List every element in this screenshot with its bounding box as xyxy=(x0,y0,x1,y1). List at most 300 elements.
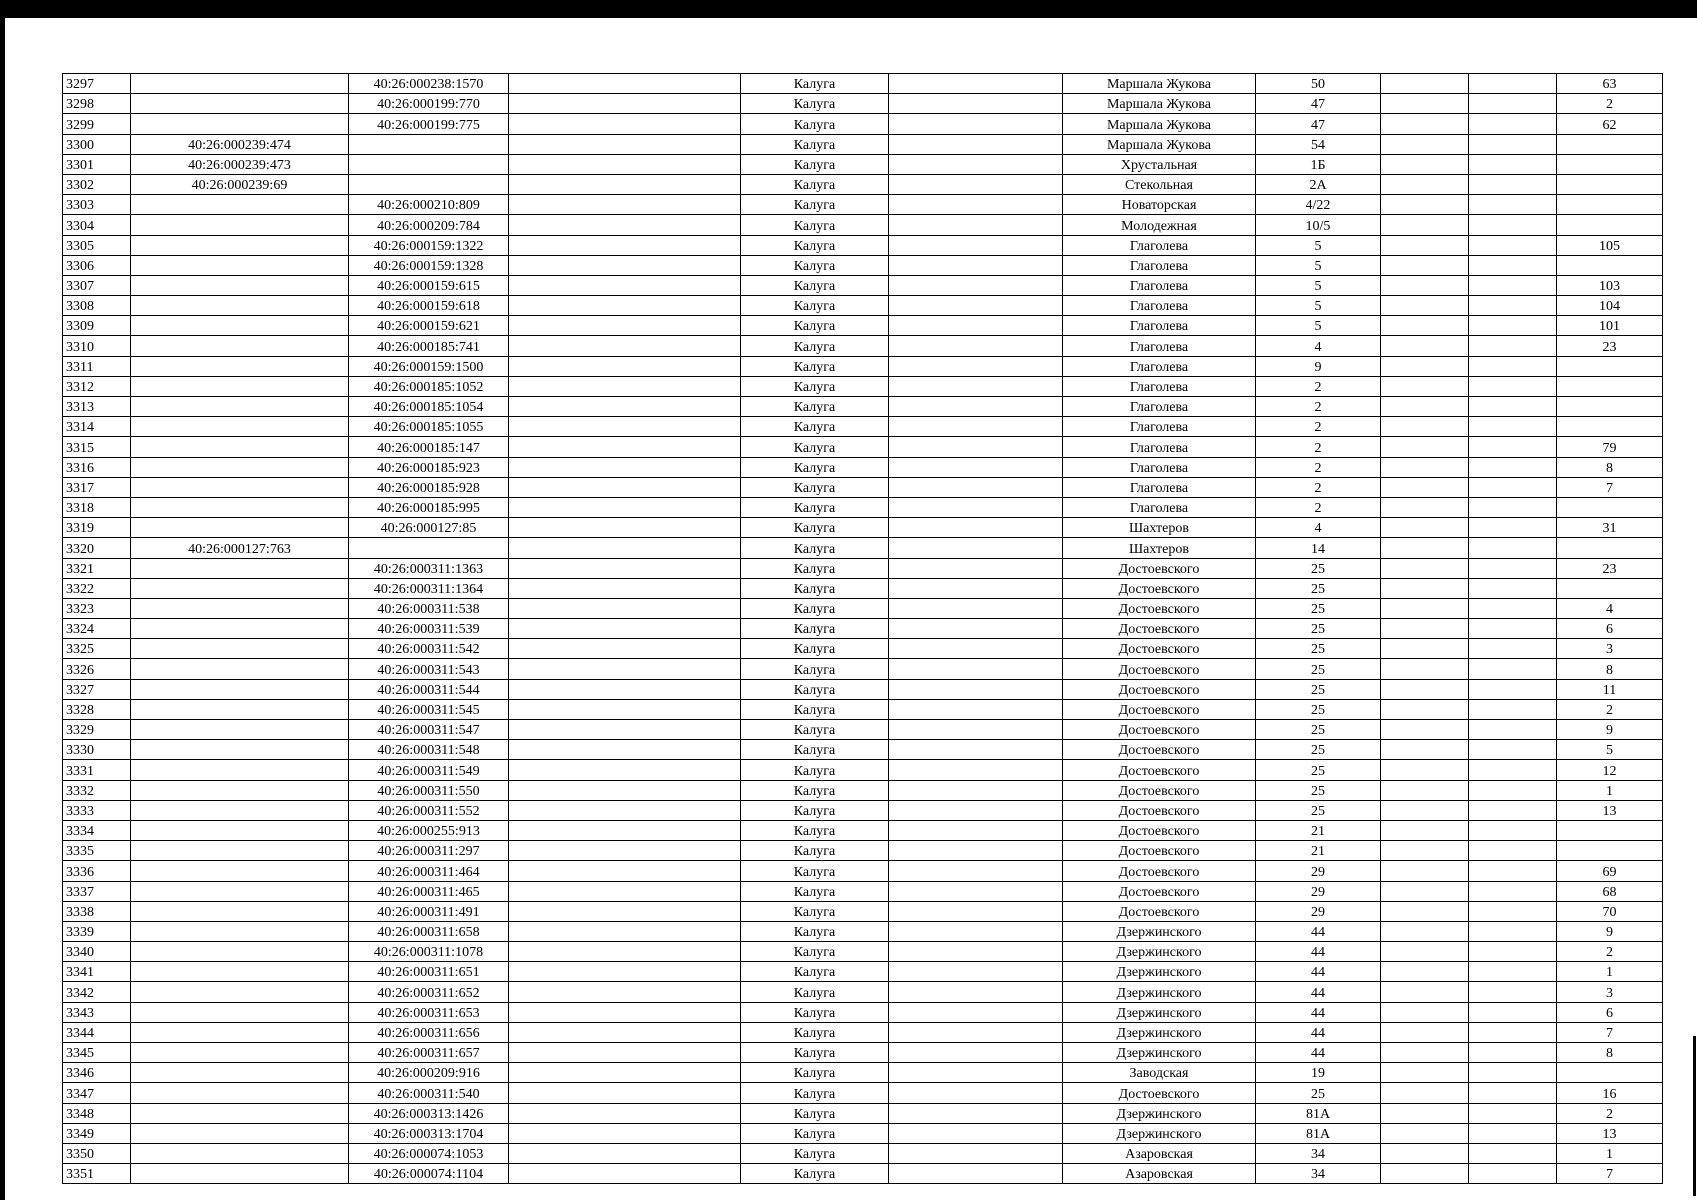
cell-record-number: 3346 xyxy=(63,1063,131,1083)
table-row xyxy=(63,558,1663,578)
cell-cadastral-land xyxy=(131,740,349,760)
cell-empty xyxy=(1469,336,1557,356)
cell-empty xyxy=(889,740,1063,760)
cell-empty xyxy=(1381,275,1469,295)
cell-city: Калуга xyxy=(741,679,889,699)
cell-city: Калуга xyxy=(741,397,889,417)
cell-cadastral-object: 40:26:000127:85 xyxy=(349,518,509,538)
cell-empty xyxy=(509,1022,741,1042)
cell-empty xyxy=(1469,376,1557,396)
cell-empty xyxy=(889,437,1063,457)
cell-city: Калуга xyxy=(741,578,889,598)
cell-empty xyxy=(509,1002,741,1022)
cell-house: 25 xyxy=(1256,720,1381,740)
cell-empty xyxy=(889,1164,1063,1184)
cell-empty xyxy=(1381,316,1469,336)
cell-cadastral-object: 40:26:000185:928 xyxy=(349,477,509,497)
cell-empty xyxy=(1381,861,1469,881)
cell-empty xyxy=(1381,942,1469,962)
cell-street: Дзержинского xyxy=(1063,942,1256,962)
cell-cadastral-object: 40:26:000074:1053 xyxy=(349,1143,509,1163)
cell-record-number: 3302 xyxy=(63,174,131,194)
cell-record-number: 3321 xyxy=(63,558,131,578)
cell-house: 29 xyxy=(1256,901,1381,921)
cell-street: Маршала Жукова xyxy=(1063,134,1256,154)
cell-empty xyxy=(1381,255,1469,275)
table-row xyxy=(63,477,1663,497)
cell-house: 25 xyxy=(1256,619,1381,639)
cell-cadastral-land xyxy=(131,457,349,477)
cell-street: Глаголева xyxy=(1063,417,1256,437)
cell-city: Калуга xyxy=(741,497,889,517)
cell-empty xyxy=(1381,659,1469,679)
cell-empty xyxy=(1381,397,1469,417)
cell-house: 44 xyxy=(1256,982,1381,1002)
cell-apartment xyxy=(1557,356,1663,376)
cell-record-number: 3307 xyxy=(63,275,131,295)
cell-empty xyxy=(1381,538,1469,558)
cell-cadastral-land xyxy=(131,881,349,901)
cell-empty xyxy=(509,94,741,114)
cell-cadastral-land xyxy=(131,477,349,497)
table-row xyxy=(63,720,1663,740)
cell-apartment: 2 xyxy=(1557,942,1663,962)
cell-city: Калуга xyxy=(741,114,889,134)
cell-empty xyxy=(509,74,741,94)
cell-empty xyxy=(889,336,1063,356)
cell-empty xyxy=(1381,235,1469,255)
cell-empty xyxy=(1469,1123,1557,1143)
table-row xyxy=(63,195,1663,215)
table-row xyxy=(63,336,1663,356)
table-row xyxy=(63,397,1663,417)
cell-cadastral-object: 40:26:000311:543 xyxy=(349,659,509,679)
cell-street: Глаголева xyxy=(1063,235,1256,255)
cell-empty xyxy=(509,437,741,457)
cell-empty xyxy=(889,215,1063,235)
cell-empty xyxy=(1381,94,1469,114)
cell-empty xyxy=(1469,901,1557,921)
cell-empty xyxy=(889,296,1063,316)
cell-empty xyxy=(509,316,741,336)
cell-record-number: 3301 xyxy=(63,154,131,174)
table-row xyxy=(63,174,1663,194)
cell-city: Калуга xyxy=(741,881,889,901)
table-row xyxy=(63,679,1663,699)
cell-record-number: 3349 xyxy=(63,1123,131,1143)
cell-empty xyxy=(889,397,1063,417)
cell-apartment: 6 xyxy=(1557,619,1663,639)
cell-street: Глаголева xyxy=(1063,477,1256,497)
table-row xyxy=(63,1022,1663,1042)
cell-house: 5 xyxy=(1256,316,1381,336)
cell-empty xyxy=(1469,215,1557,235)
cell-record-number: 3337 xyxy=(63,881,131,901)
table-row xyxy=(63,1103,1663,1123)
cell-cadastral-land xyxy=(131,800,349,820)
cell-street: Молодежная xyxy=(1063,215,1256,235)
cell-empty xyxy=(1381,639,1469,659)
cell-house: 25 xyxy=(1256,800,1381,820)
cell-house: 44 xyxy=(1256,942,1381,962)
cell-cadastral-land xyxy=(131,94,349,114)
cell-city: Калуга xyxy=(741,619,889,639)
cell-house: 34 xyxy=(1256,1164,1381,1184)
cell-apartment xyxy=(1557,215,1663,235)
cell-street: Дзержинского xyxy=(1063,1123,1256,1143)
cell-apartment xyxy=(1557,397,1663,417)
cell-house: 29 xyxy=(1256,861,1381,881)
cell-empty xyxy=(1469,982,1557,1002)
cell-cadastral-land xyxy=(131,356,349,376)
cell-empty xyxy=(1469,578,1557,598)
cell-street: Достоевского xyxy=(1063,699,1256,719)
cell-cadastral-land xyxy=(131,1063,349,1083)
cell-empty xyxy=(1469,134,1557,154)
cell-empty xyxy=(1381,1063,1469,1083)
cell-empty xyxy=(889,598,1063,618)
cell-empty xyxy=(889,417,1063,437)
cell-city: Калуга xyxy=(741,316,889,336)
cell-house: 25 xyxy=(1256,558,1381,578)
cell-empty xyxy=(889,1063,1063,1083)
cell-cadastral-object: 40:26:000311:552 xyxy=(349,800,509,820)
cell-empty xyxy=(889,921,1063,941)
cell-cadastral-land xyxy=(131,841,349,861)
table-row xyxy=(63,861,1663,881)
cell-cadastral-object: 40:26:000210:809 xyxy=(349,195,509,215)
cell-empty xyxy=(889,457,1063,477)
cell-record-number: 3330 xyxy=(63,740,131,760)
cell-empty xyxy=(509,780,741,800)
cell-apartment xyxy=(1557,820,1663,840)
cell-city: Калуга xyxy=(741,659,889,679)
cell-city: Калуга xyxy=(741,780,889,800)
cell-street: Достоевского xyxy=(1063,558,1256,578)
cell-cadastral-land xyxy=(131,1002,349,1022)
cell-apartment xyxy=(1557,154,1663,174)
cell-cadastral-land xyxy=(131,437,349,457)
cell-cadastral-object: 40:26:000311:653 xyxy=(349,1002,509,1022)
cell-record-number: 3331 xyxy=(63,760,131,780)
cell-empty xyxy=(1381,1123,1469,1143)
table-row xyxy=(63,942,1663,962)
cell-street: Дзержинского xyxy=(1063,962,1256,982)
cell-cadastral-object: 40:26:000311:651 xyxy=(349,962,509,982)
cell-cadastral-land xyxy=(131,235,349,255)
cell-city: Калуга xyxy=(741,1164,889,1184)
cell-empty xyxy=(889,477,1063,497)
cell-cadastral-object: 40:26:000311:657 xyxy=(349,1043,509,1063)
cell-empty xyxy=(1469,195,1557,215)
cell-empty xyxy=(509,1103,741,1123)
cell-cadastral-object: 40:26:000311:464 xyxy=(349,861,509,881)
cell-cadastral-land xyxy=(131,659,349,679)
cell-cadastral-object: 40:26:000311:538 xyxy=(349,598,509,618)
table-row xyxy=(63,901,1663,921)
cell-empty xyxy=(889,538,1063,558)
cell-empty xyxy=(1469,397,1557,417)
cell-street: Достоевского xyxy=(1063,1083,1256,1103)
cell-cadastral-object xyxy=(349,174,509,194)
cell-cadastral-land xyxy=(131,639,349,659)
cell-apartment: 2 xyxy=(1557,699,1663,719)
cell-city: Калуга xyxy=(741,94,889,114)
cell-empty xyxy=(1381,760,1469,780)
cell-empty xyxy=(1469,598,1557,618)
cell-cadastral-land xyxy=(131,942,349,962)
cell-record-number: 3350 xyxy=(63,1143,131,1163)
cell-empty xyxy=(1381,437,1469,457)
cell-cadastral-land xyxy=(131,275,349,295)
cell-empty xyxy=(509,578,741,598)
cell-record-number: 3299 xyxy=(63,114,131,134)
cell-empty xyxy=(509,861,741,881)
cell-street: Глаголева xyxy=(1063,296,1256,316)
scan-top-border xyxy=(0,0,1697,18)
cell-empty xyxy=(889,376,1063,396)
cell-house: 25 xyxy=(1256,1083,1381,1103)
cell-empty xyxy=(1469,1103,1557,1123)
table-row xyxy=(63,417,1663,437)
cell-apartment: 23 xyxy=(1557,336,1663,356)
cell-cadastral-land: 40:26:000239:473 xyxy=(131,154,349,174)
cell-cadastral-object: 40:26:000311:549 xyxy=(349,760,509,780)
cell-city: Калуга xyxy=(741,1043,889,1063)
cell-house: 2 xyxy=(1256,417,1381,437)
cell-apartment xyxy=(1557,417,1663,437)
cell-record-number: 3343 xyxy=(63,1002,131,1022)
cell-empty xyxy=(1469,1022,1557,1042)
cell-empty xyxy=(889,639,1063,659)
cell-apartment: 9 xyxy=(1557,720,1663,740)
cell-empty xyxy=(889,235,1063,255)
cell-cadastral-object xyxy=(349,134,509,154)
cell-street: Новаторская xyxy=(1063,195,1256,215)
cell-city: Калуга xyxy=(741,962,889,982)
cell-empty xyxy=(1381,962,1469,982)
cell-empty xyxy=(1381,74,1469,94)
table-row xyxy=(63,841,1663,861)
table-row xyxy=(63,376,1663,396)
cell-cadastral-object: 40:26:000209:784 xyxy=(349,215,509,235)
cell-record-number: 3318 xyxy=(63,497,131,517)
cell-cadastral-land xyxy=(131,376,349,396)
cell-cadastral-object: 40:26:000159:618 xyxy=(349,296,509,316)
cell-empty xyxy=(1381,1083,1469,1103)
cell-empty xyxy=(509,518,741,538)
cell-street: Глаголева xyxy=(1063,457,1256,477)
cell-city: Калуга xyxy=(741,376,889,396)
cell-cadastral-object: 40:26:000255:913 xyxy=(349,820,509,840)
cell-empty xyxy=(889,942,1063,962)
cell-record-number: 3342 xyxy=(63,982,131,1002)
cell-empty xyxy=(1381,154,1469,174)
cell-empty xyxy=(509,195,741,215)
cell-cadastral-object: 40:26:000159:1500 xyxy=(349,356,509,376)
cell-empty xyxy=(509,174,741,194)
cell-apartment: 8 xyxy=(1557,659,1663,679)
cell-city: Калуга xyxy=(741,1103,889,1123)
cell-empty xyxy=(1469,740,1557,760)
cell-empty xyxy=(889,679,1063,699)
cell-city: Калуга xyxy=(741,901,889,921)
cell-empty xyxy=(889,962,1063,982)
cell-street: Дзержинского xyxy=(1063,1002,1256,1022)
cell-house: 2 xyxy=(1256,376,1381,396)
cell-record-number: 3313 xyxy=(63,397,131,417)
cell-empty xyxy=(1381,699,1469,719)
cell-cadastral-object: 40:26:000311:491 xyxy=(349,901,509,921)
cell-cadastral-land xyxy=(131,1022,349,1042)
cell-street: Достоевского xyxy=(1063,639,1256,659)
cell-empty xyxy=(509,336,741,356)
cell-apartment xyxy=(1557,134,1663,154)
cell-city: Калуга xyxy=(741,437,889,457)
cell-cadastral-object: 40:26:000185:1055 xyxy=(349,417,509,437)
cell-empty xyxy=(889,861,1063,881)
cell-empty xyxy=(509,1164,741,1184)
cell-house: 5 xyxy=(1256,255,1381,275)
registry-body xyxy=(63,74,1663,1184)
cell-empty xyxy=(509,356,741,376)
cell-empty xyxy=(889,982,1063,1002)
cell-cadastral-object: 40:26:000185:995 xyxy=(349,497,509,517)
table-row xyxy=(63,639,1663,659)
cell-house: 21 xyxy=(1256,841,1381,861)
cell-cadastral-object: 40:26:000311:656 xyxy=(349,1022,509,1042)
cell-record-number: 3332 xyxy=(63,780,131,800)
cell-record-number: 3316 xyxy=(63,457,131,477)
cell-apartment: 12 xyxy=(1557,760,1663,780)
table-row xyxy=(63,356,1663,376)
cell-record-number: 3341 xyxy=(63,962,131,982)
cell-record-number: 3348 xyxy=(63,1103,131,1123)
cell-city: Калуга xyxy=(741,275,889,295)
cell-cadastral-object: 40:26:000311:542 xyxy=(349,639,509,659)
cell-cadastral-land xyxy=(131,679,349,699)
cell-city: Калуга xyxy=(741,255,889,275)
cell-empty xyxy=(509,255,741,275)
cell-empty xyxy=(1469,699,1557,719)
cell-empty xyxy=(1381,800,1469,820)
cell-apartment: 8 xyxy=(1557,1043,1663,1063)
cell-house: 2А xyxy=(1256,174,1381,194)
cell-empty xyxy=(1469,720,1557,740)
cell-cadastral-object: 40:26:000185:923 xyxy=(349,457,509,477)
cell-record-number: 3306 xyxy=(63,255,131,275)
cell-city: Калуга xyxy=(741,154,889,174)
table-row xyxy=(63,94,1663,114)
cell-cadastral-object: 40:26:000209:916 xyxy=(349,1063,509,1083)
cell-cadastral-land xyxy=(131,699,349,719)
cell-cadastral-object: 40:26:000159:621 xyxy=(349,316,509,336)
cell-apartment: 23 xyxy=(1557,558,1663,578)
cell-empty xyxy=(509,497,741,517)
cell-empty xyxy=(1381,679,1469,699)
cell-empty xyxy=(1381,598,1469,618)
cell-street: Маршала Жукова xyxy=(1063,114,1256,134)
cell-house: 34 xyxy=(1256,1143,1381,1163)
cell-cadastral-land xyxy=(131,1123,349,1143)
cell-street: Дзержинского xyxy=(1063,1043,1256,1063)
table-row xyxy=(63,578,1663,598)
cell-empty xyxy=(509,881,741,901)
cell-street: Стекольная xyxy=(1063,174,1256,194)
cell-empty xyxy=(509,114,741,134)
cell-apartment: 2 xyxy=(1557,94,1663,114)
cell-city: Калуга xyxy=(741,336,889,356)
cell-cadastral-land xyxy=(131,1083,349,1103)
cell-city: Калуга xyxy=(741,215,889,235)
cell-empty xyxy=(889,578,1063,598)
cell-empty xyxy=(889,174,1063,194)
cell-apartment xyxy=(1557,497,1663,517)
cell-house: 19 xyxy=(1256,1063,1381,1083)
cell-cadastral-land xyxy=(131,578,349,598)
cell-city: Калуга xyxy=(741,1022,889,1042)
cell-empty xyxy=(1469,457,1557,477)
cell-cadastral-land xyxy=(131,497,349,517)
table-row xyxy=(63,457,1663,477)
cell-empty xyxy=(1469,780,1557,800)
cell-street: Достоевского xyxy=(1063,740,1256,760)
cell-record-number: 3310 xyxy=(63,336,131,356)
cell-street: Дзержинского xyxy=(1063,1022,1256,1042)
registry-table xyxy=(62,73,1663,1184)
cell-empty xyxy=(509,639,741,659)
cell-apartment xyxy=(1557,1063,1663,1083)
cell-empty xyxy=(1381,619,1469,639)
cell-cadastral-object xyxy=(349,154,509,174)
cell-cadastral-land xyxy=(131,296,349,316)
table-row xyxy=(63,1143,1663,1163)
cell-record-number: 3303 xyxy=(63,195,131,215)
cell-empty xyxy=(509,619,741,639)
cell-empty xyxy=(889,901,1063,921)
cell-apartment: 7 xyxy=(1557,1164,1663,1184)
cell-empty xyxy=(1469,255,1557,275)
cell-record-number: 3320 xyxy=(63,538,131,558)
cell-apartment: 13 xyxy=(1557,800,1663,820)
cell-cadastral-land xyxy=(131,982,349,1002)
cell-empty xyxy=(509,154,741,174)
cell-apartment xyxy=(1557,841,1663,861)
cell-cadastral-object: 40:26:000311:658 xyxy=(349,921,509,941)
cell-city: Калуга xyxy=(741,195,889,215)
cell-record-number: 3324 xyxy=(63,619,131,639)
table-row xyxy=(63,275,1663,295)
cell-city: Калуга xyxy=(741,598,889,618)
cell-city: Калуга xyxy=(741,558,889,578)
cell-cadastral-object: 40:26:000311:652 xyxy=(349,982,509,1002)
cell-empty xyxy=(1469,841,1557,861)
cell-empty xyxy=(1469,619,1557,639)
table-row xyxy=(63,235,1663,255)
cell-empty xyxy=(509,235,741,255)
cell-apartment xyxy=(1557,174,1663,194)
cell-city: Калуга xyxy=(741,1002,889,1022)
cell-record-number: 3315 xyxy=(63,437,131,457)
cell-cadastral-object: 40:26:000311:297 xyxy=(349,841,509,861)
cell-empty xyxy=(1469,316,1557,336)
cell-empty xyxy=(1469,538,1557,558)
cell-house: 2 xyxy=(1256,477,1381,497)
cell-cadastral-land xyxy=(131,861,349,881)
cell-house: 81А xyxy=(1256,1123,1381,1143)
cell-house: 25 xyxy=(1256,760,1381,780)
cell-empty xyxy=(509,962,741,982)
